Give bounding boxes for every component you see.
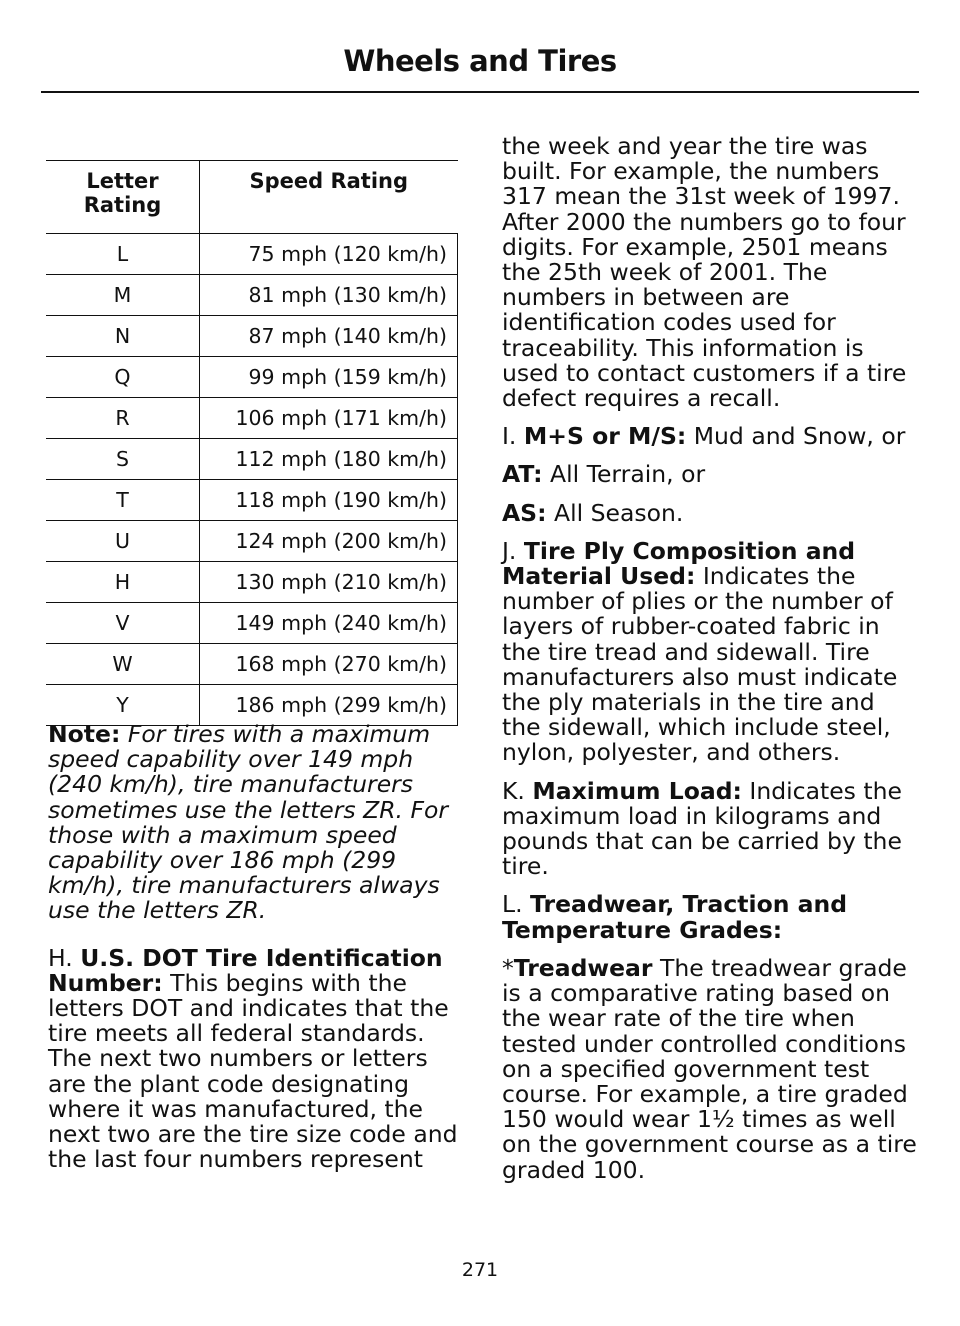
table-row [46,603,458,644]
ms-title: M+S or M/S: [523,422,687,451]
section-h-paragraph [48,943,466,1174]
table-row [46,398,458,439]
letter-rating-cell: N [46,316,200,357]
table-header-row [46,161,458,234]
letter-rating-cell: W [46,644,200,685]
section-j-text: Indicates the number of plies or the number of layers of rubber-coated fabric in the tire tread and sidewall. Tire manufacturers also must indicate the ply materials in the tire and the sidewall, which include steel, nylon, polyester, and others. [502,562,898,767]
column-header-speed-rating: Speed Rating [200,161,458,234]
letter-rating-cell: L [46,234,200,275]
section-i-prefix: I. [502,422,517,451]
section-j-title: Tire Ply Composition and Material Used: [502,536,856,591]
speed-rating-cell: 130 mph (210 km/h) [200,562,458,603]
letter-rating-cell: R [46,398,200,439]
letter-rating-cell: H [46,562,200,603]
section-k-prefix: K. [502,776,525,805]
table-row [46,521,458,562]
speed-rating-cell: 75 mph (120 km/h) [200,234,458,275]
table-row [46,357,458,398]
letter-rating-cell: U [46,521,200,562]
section-h-prefix: H. [48,943,73,972]
speed-rating-cell: 149 mph (240 km/h) [200,603,458,644]
speed-rating-cell: 106 mph (171 km/h) [200,398,458,439]
table-row [46,316,458,357]
page-title: Wheels and Tires [343,44,617,78]
treadwear-paragraph [502,953,917,1184]
right-column [502,134,917,1183]
section-k-text: Indicates the maximum load in kilograms and pounds that can be carried by the tire. [502,776,902,881]
at-title: AT: [502,460,543,489]
section-h-continued: the week and year the tire was built. For example, the numbers 317 mean the 31st week of 1997. After 2000 the numbers go to four digits. For example, 2501 means the 25th week of 2001. The numbers in between are identification codes used for traceability. This information is used to contact customers if a tire defect requires a recall. [502,132,907,413]
section-h-text: This begins with the letters DOT and indicates that the tire meets all federal standards. The next two numbers or letters are the plant code designating where it was manufactured, the next two are the tire size code and the last four numbers represent [48,968,458,1174]
table-row [46,480,458,521]
at-text: All Terrain, or [550,460,706,489]
note-paragraph [48,722,466,924]
treadwear-text: The treadwear grade is a comparative rating based on the wear rate of the tire when tested under controlled conditions on a specified government test course. For example, a tire graded 150 would wear 1½ times as well on the government course as a tire graded 100. [502,953,917,1184]
speed-rating-table [46,160,458,726]
speed-rating-cell: 112 mph (180 km/h) [200,439,458,480]
letter-rating-cell: Q [46,357,200,398]
note-text: For tires with a maximum speed capability over 149 mph (240 km/h), tire manufacturers sometimes use the letters ZR. For those with a maximum speed capability over 186 mph (299 km/h), tire manufacturers always use the letters ZR. [48,720,449,925]
section-k-paragraph [502,776,917,881]
speed-rating-cell: 81 mph (130 km/h) [200,275,458,316]
letter-rating-cell: M [46,275,200,316]
table-row [46,644,458,685]
letter-rating-cell: V [46,603,200,644]
section-i-ms-paragraph [502,424,917,449]
as-title: AS: [502,498,547,527]
speed-rating-cell: 124 mph (200 km/h) [200,521,458,562]
speed-rating-cell: 118 mph (190 km/h) [200,480,458,521]
section-i-at-paragraph [502,462,917,487]
left-column [48,722,466,1185]
treadwear-title: Treadwear [513,953,653,982]
note-label: Note: [48,720,121,748]
table-row [46,562,458,603]
section-i-as-paragraph [502,498,917,527]
letter-rating-cell: T [46,480,200,521]
section-j-prefix: J. [502,536,517,565]
speed-rating-cell: 99 mph (159 km/h) [200,357,458,398]
treadwear-asterisk: * [502,953,514,982]
letter-rating-cell: S [46,439,200,480]
speed-rating-cell: 186 mph (299 km/h) [200,685,458,726]
letter-rating-cell: Y [46,685,200,726]
section-k-title: Maximum Load: [532,776,742,805]
section-l-paragraph [502,892,917,942]
table-row [46,275,458,316]
page-number: 271 [461,1259,499,1281]
ms-text: Mud and Snow, or [693,422,906,451]
speed-table-body [46,234,458,726]
speed-rating-cell: 168 mph (270 km/h) [200,644,458,685]
table-row [46,439,458,480]
as-text: All Season. [554,498,684,527]
header-divider [41,91,919,93]
section-l-prefix: L. [502,890,523,919]
column-header-letter-rating: Letter Rating [46,161,200,234]
section-h-title: U.S. DOT Tire Identification Number: [48,943,443,997]
speed-rating-cell: 87 mph (140 km/h) [200,316,458,357]
section-l-title: Treadwear, Traction and Temperature Grades: [502,890,848,944]
section-j-paragraph [502,536,917,767]
table-row [46,234,458,275]
